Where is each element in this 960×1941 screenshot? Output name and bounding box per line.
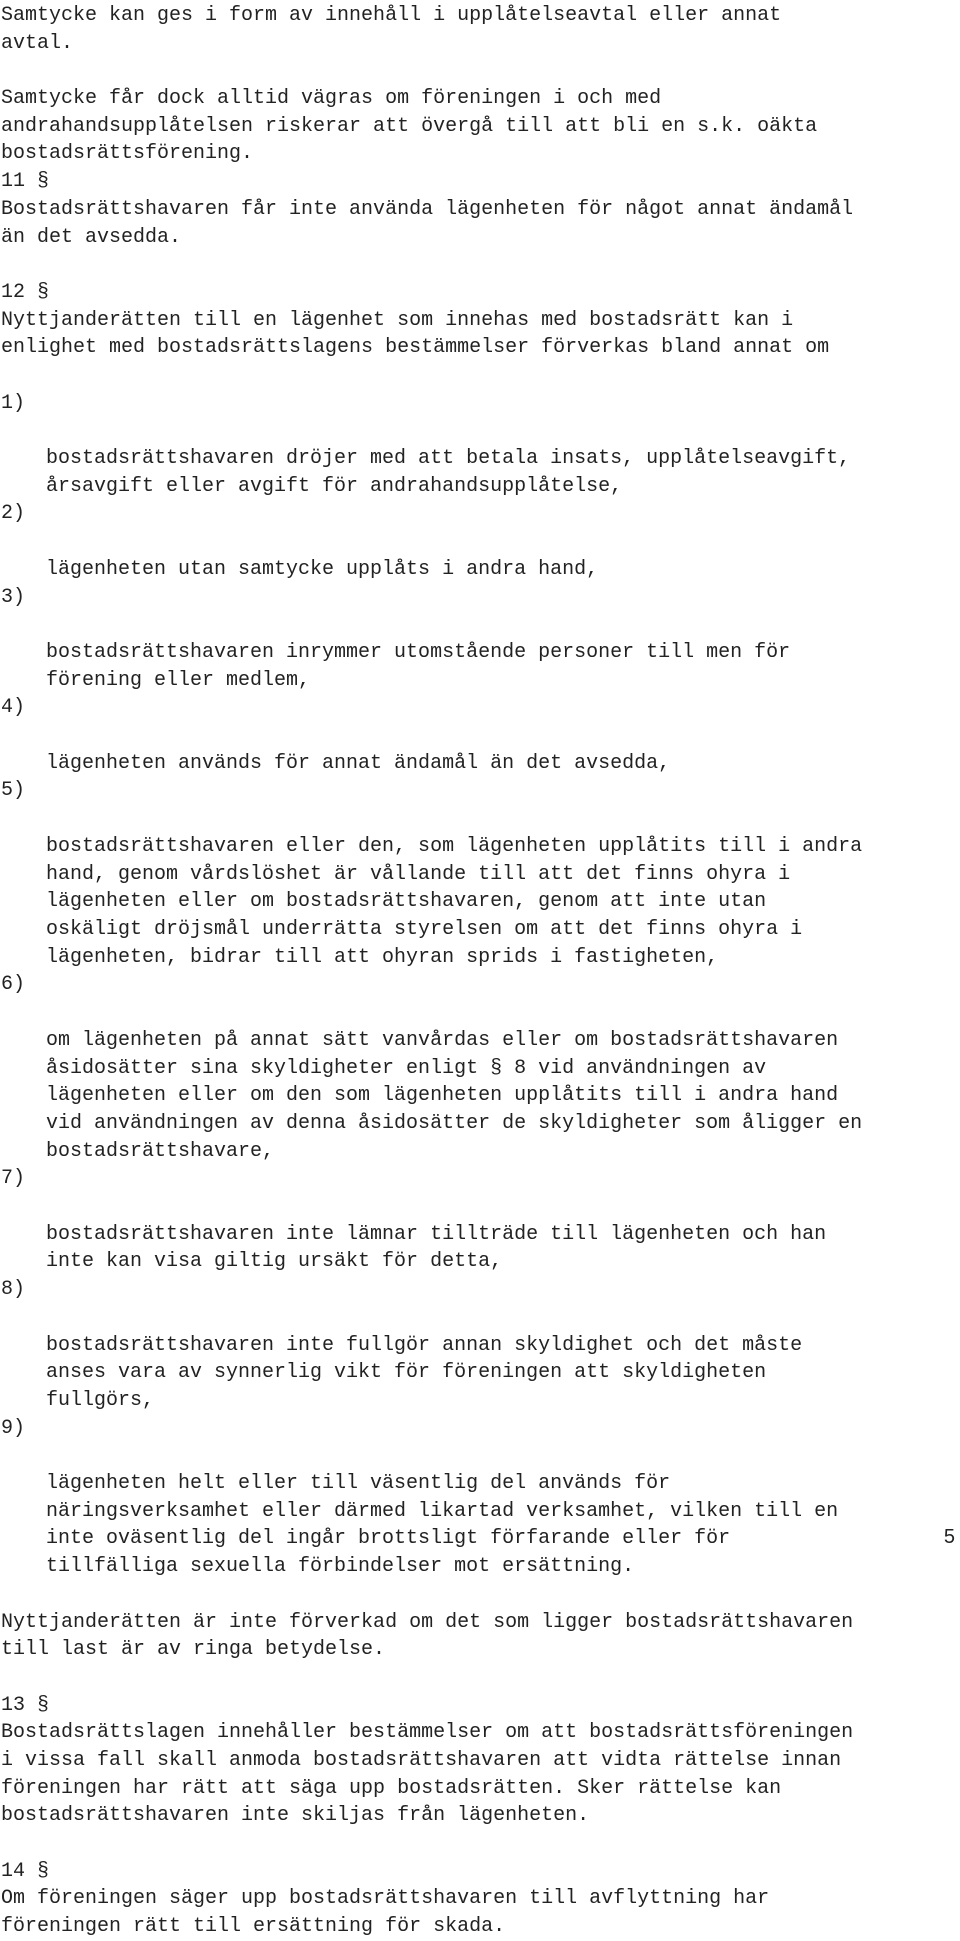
- spacer: [1, 1581, 959, 1609]
- paragraph-line: till last är av ringa betydelse.: [1, 1638, 386, 1662]
- document-page: [1, 2, 959, 1941]
- section-heading: 11 §: [1, 170, 50, 194]
- section-heading: 13 §: [1, 1693, 50, 1717]
- paragraph-line: andrahandsupplåtelsen riskerar att övergå till att bli en s.k. oäkta: [1, 114, 818, 138]
- list-item: [1, 584, 959, 695]
- list-item-text: bostadsrättshavaren eller den, som lägenheten upplåtits till i andra hand, genom vårdslöshet är vållande till att det finns ohyra i lägenheten eller om bostadsrättshavaren, genom att inte utan oskäligt dröjsmål underrätta styrelsen om att det finns ohyra i lägenheten, bidrar till att ohyran sprids i fastigheten,: [46, 834, 863, 969]
- paragraph-line: föreningen har rätt att säga upp bostadsrätten. Sker rättelse kan: [1, 1776, 782, 1800]
- list-item: [1, 500, 959, 583]
- section-12: [1, 279, 959, 1692]
- spacer: [1, 251, 959, 279]
- list-item-text: lägenheten helt eller till väsentlig del används för näringsverksamhet eller därmed likartad verksamhet, vilken till en inte oväsentlig del ingår brottsligt förfarande eller för tillfälliga sexuella förbindelser mot ersättning.: [46, 1472, 839, 1579]
- list-item: [1, 971, 959, 1165]
- list-item-number: 7): [1, 1167, 26, 1191]
- paragraph-line: Nyttjanderätten är inte förverkad om det som ligger bostadsrättshavaren: [1, 1610, 854, 1634]
- spacer: [1, 57, 959, 85]
- paragraph-line: Samtycke får dock alltid vägras om föreningen i och med: [1, 87, 662, 111]
- list-item-text: bostadsrättshavaren inte lämnar tillträde till lägenheten och han inte kan visa giltig ursäkt för detta,: [46, 1222, 827, 1274]
- paragraph-line: föreningen rätt till ersättning för skada.: [1, 1915, 506, 1939]
- paragraph-line: bostadsrättsförening.: [1, 142, 254, 166]
- list-item-text: bostadsrättshavaren inte fullgör annan skyldighet och det måste anses vara av synnerlig vikt för föreningen att skyldigheten fullgörs,: [46, 1333, 803, 1412]
- page-number: 5: [943, 1526, 955, 1548]
- section-14: [1, 1858, 959, 1941]
- list-item-number: 2): [1, 502, 26, 526]
- paragraph-line: Om föreningen säger upp bostadsrättshavaren till avflyttning har: [1, 1887, 770, 1911]
- list-item: [1, 694, 959, 777]
- paragraph-line: Bostadsrättslagen innehåller bestämmelser om att bostadsrättsföreningen: [1, 1721, 854, 1745]
- section-13: [1, 1692, 959, 1858]
- section-heading: 12 §: [1, 280, 50, 304]
- paragraph-line: Samtycke kan ges i form av innehåll i upplåtelseavtal eller annat: [1, 4, 782, 27]
- list-item-number: 8): [1, 1278, 26, 1302]
- list-item-number: 4): [1, 696, 26, 720]
- paragraph-line: bostadsrättshavaren inte skiljas från lägenheten.: [1, 1804, 590, 1828]
- list-item-text: lägenheten utan samtycke upplåts i andra hand,: [46, 557, 599, 581]
- paragraph-line: än det avsedda.: [1, 225, 182, 249]
- list-item-text: om lägenheten på annat sätt vanvårdas eller om bostadsrättshavaren åsidosätter sina skyldigheter enligt § 8 vid användningen av lägenheten eller om den som lägenheten upplåtits till i andra hand vid användningen av denna åsidosätter de skyldigheter som åligger en bostadsrättshavare,: [46, 1028, 863, 1163]
- paragraph-line: i vissa fall skall anmoda bostadsrättshavaren att vidta rättelse innan: [1, 1748, 842, 1772]
- paragraph-line: avtal.: [1, 31, 74, 55]
- list-item-number: 5): [1, 779, 26, 803]
- list-item-text: bostadsrättshavaren dröjer med att betala insats, upplåtelseavgift, årsavgift eller avgift för andrahandsupplåtelse,: [46, 447, 851, 498]
- list-item: [1, 777, 959, 971]
- list-item: [1, 390, 959, 501]
- spacer: [1, 1830, 959, 1858]
- list-item-number: 9): [1, 1416, 26, 1440]
- list-item-number: 3): [1, 585, 26, 609]
- spacer: [1, 1664, 959, 1692]
- intro-section: [1, 2, 959, 168]
- list-item: [1, 1165, 959, 1276]
- list-item-text: bostadsrättshavaren inrymmer utomstående personer till men för förening eller medlem,: [46, 640, 791, 692]
- forfeiture-list: [1, 390, 959, 1581]
- list-item: [1, 1415, 959, 1581]
- section-11: [1, 168, 959, 279]
- paragraph-line: Bostadsrättshavaren får inte använda lägenheten för något annat ändamål: [1, 197, 854, 221]
- list-item: [1, 1276, 959, 1415]
- spacer: [1, 362, 959, 390]
- section-heading: 14 §: [1, 1859, 50, 1883]
- paragraph-line: enlighet med bostadsrättslagens bestämmelser förverkas bland annat om: [1, 336, 830, 360]
- list-item-number: 1): [1, 391, 26, 415]
- list-item-text: lägenheten används för annat ändamål än det avsedda,: [46, 751, 671, 775]
- list-item-number: 6): [1, 973, 26, 997]
- paragraph-line: Nyttjanderätten till en lägenhet som innehas med bostadsrätt kan i: [1, 308, 794, 332]
